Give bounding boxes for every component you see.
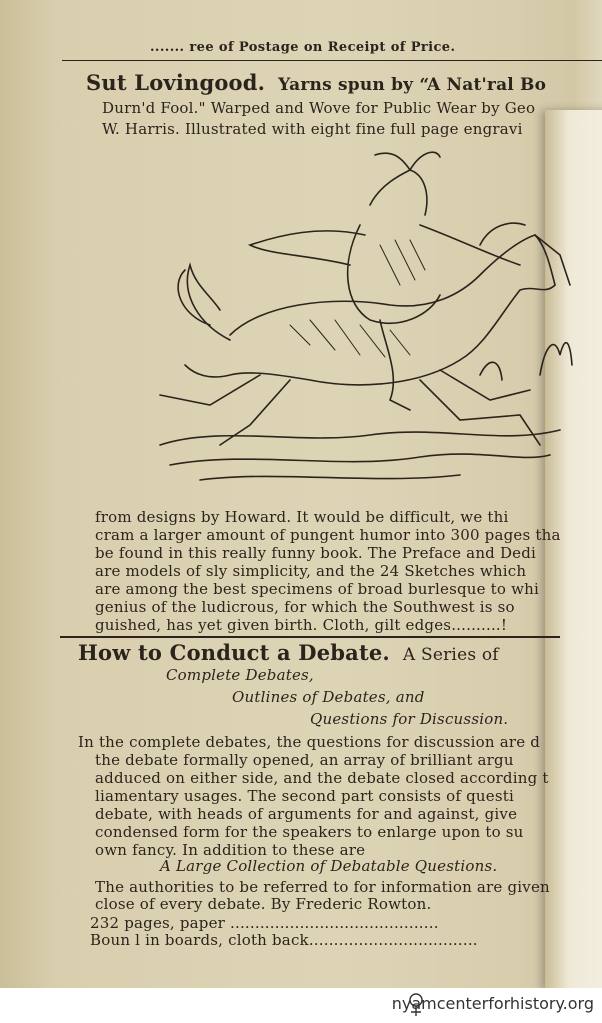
book1-body-line: cram a larger amount of pungent humor into 300 pages tha xyxy=(95,526,561,544)
book1-body-line: are among the best specimens of broad burlesque to whi xyxy=(95,580,539,598)
book2-body-line: liamentary usages. The second part consists of questi xyxy=(95,787,514,805)
book2-title-rest: A Series of xyxy=(402,645,499,665)
book2-title-line xyxy=(78,640,499,665)
book2-price1: 232 pages, paper .......................................... xyxy=(90,914,439,932)
page-header: ....... ree of Postage on Receipt of Price. xyxy=(150,40,456,55)
book1-body-line: guished, has yet given birth. Cloth, gilt edges..........! xyxy=(95,616,508,634)
book2-body-line: condensed form for the speakers to enlarge upon to su xyxy=(95,823,524,841)
book1-title: Sut Lovingood. xyxy=(86,70,266,95)
section-divider xyxy=(60,636,560,638)
book2-price2: Boun l in boards, cloth back.................................. xyxy=(90,931,478,949)
book2-body-line: adduced on either side, and the debate closed according t xyxy=(95,769,549,787)
page-edge-top xyxy=(575,0,602,115)
book2-body-line: the debate formally opened, an array of brilliant argu xyxy=(95,751,514,769)
book2-collection: A Large Collection of Debatable Questions. xyxy=(160,857,498,875)
book2-body2-line: The authorities to be referred to for information are given xyxy=(95,878,550,896)
book1-line2: Durn'd Fool." Warped and Wove for Public Wear by Geo xyxy=(102,99,536,117)
book2-body-line: In the complete debates, the questions for discussion are d xyxy=(78,733,541,751)
book2-body2-line: close of every debate. By Frederic Rowton. xyxy=(95,895,432,913)
footer-bar xyxy=(0,988,602,1023)
book2-sub3: Questions for Discussion. xyxy=(310,710,509,728)
book2-title: How to Conduct a Debate. xyxy=(78,640,390,665)
book2-body-line: debate, with heads of arguments for and against, give xyxy=(95,805,518,823)
header-rule xyxy=(62,60,602,61)
book2-body-line: own fancy. In addition to these are xyxy=(95,841,366,859)
book1-line3: W. Harris. Illustrated with eight fine full page engravi xyxy=(102,120,523,138)
book1-body-line: are models of sly simplicity, and the 24 Sketches which xyxy=(95,562,527,580)
book1-title-rest: Yarns spun by “A Nat'ral Bo xyxy=(278,75,547,95)
book1-body-line: be found in this really funny book. The Preface and Dedi xyxy=(95,544,537,562)
book2-sub2: Outlines of Debates, and xyxy=(232,688,425,706)
book1-title-line xyxy=(86,70,546,95)
book2-sub1: Complete Debates, xyxy=(166,666,314,684)
horse-rider-illustration xyxy=(140,145,580,500)
book1-body-line: genius of the ludicrous, for which the Southwest is so xyxy=(95,598,515,616)
footer-website-link[interactable]: nyamcenterforhistory.org xyxy=(391,994,594,1013)
book1-body-line: from designs by Howard. It would be difficult, we thi xyxy=(95,508,509,526)
